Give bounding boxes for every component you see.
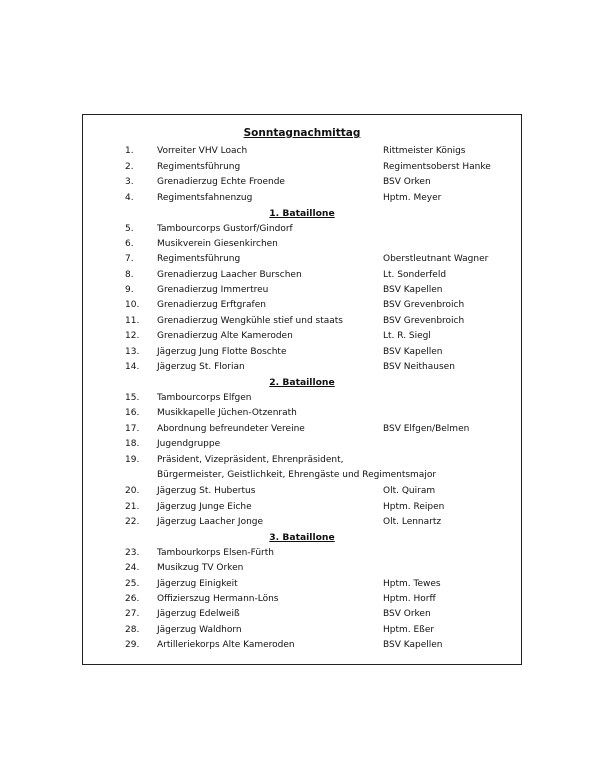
- list-item: [83, 594, 521, 608]
- list-item: [83, 455, 521, 469]
- item-number: 15.: [125, 393, 140, 403]
- item-number: 8.: [125, 270, 134, 280]
- item-leader: Oberstleutnant Wagner: [383, 254, 489, 264]
- item-leader: BSV Kapellen: [383, 640, 443, 650]
- item-number: 11.: [125, 316, 140, 326]
- list-item: [83, 548, 521, 562]
- item-number: 16.: [125, 408, 140, 418]
- item-number: 19.: [125, 455, 140, 465]
- list-item: [83, 502, 521, 516]
- item-leader: BSV Neithausen: [383, 362, 455, 372]
- list-item: [83, 316, 521, 330]
- list-item: [83, 300, 521, 314]
- item-leader: Olt. Lennartz: [383, 517, 442, 527]
- item-number: 9.: [125, 285, 134, 295]
- item-name: Grenadierzug Echte Froende: [157, 177, 285, 187]
- item-number: 1.: [125, 146, 134, 156]
- item-name: Regimentsfahnenzug: [157, 193, 253, 203]
- item-leader: BSV Orken: [383, 609, 431, 619]
- item-leader: Hptm. Reipen: [383, 502, 445, 512]
- item-name: Grenadierzug Laacher Burschen: [157, 270, 302, 280]
- list-item: [83, 331, 521, 345]
- item-leader: Hptm. Eßer: [383, 625, 435, 635]
- item-name: Jägerzug Waldhorn: [157, 625, 242, 635]
- item-number: 25.: [125, 579, 140, 589]
- item-number: 27.: [125, 609, 140, 619]
- item-number: 29.: [125, 640, 140, 650]
- list-item: [83, 347, 521, 361]
- item-number: 5.: [125, 224, 134, 234]
- item-leader: Olt. Quiram: [383, 486, 436, 496]
- list-item: [83, 408, 521, 422]
- item-leader: Lt. R. Siegl: [383, 331, 431, 341]
- item-continuation: Bürgermeister, Geistlichkeit, Ehrengäste und Regimentsmajor: [157, 470, 437, 480]
- list-item: [83, 563, 521, 577]
- item-name: Jugendgruppe: [157, 439, 221, 449]
- item-name: Grenadierzug Immertreu: [157, 285, 269, 295]
- item-leader: BSV Kapellen: [383, 285, 443, 295]
- list-item: [83, 239, 521, 253]
- item-number: 3.: [125, 177, 134, 187]
- item-leader: Hptm. Horff: [383, 594, 436, 604]
- item-name: Regimentsführung: [157, 254, 241, 264]
- list-item: [83, 362, 521, 376]
- item-number: 14.: [125, 362, 140, 372]
- item-number: 23.: [125, 548, 140, 558]
- list-item: [83, 393, 521, 407]
- item-name: Tambourcorps Gustorf/Gindorf: [157, 224, 293, 234]
- list-item: [83, 625, 521, 639]
- item-leader: Lt. Sonderfeld: [383, 270, 447, 280]
- list-item: [83, 640, 521, 654]
- item-name: Grenadierzug Wengkühle stief und staats: [157, 316, 343, 326]
- item-name: Offizierszug Hermann-Löns: [157, 594, 279, 604]
- item-number: 22.: [125, 517, 140, 527]
- list-item: [83, 486, 521, 500]
- item-leader: Hptm. Tewes: [383, 579, 441, 589]
- item-name: Musikzug TV Orken: [157, 563, 244, 573]
- item-name: Jägerzug Jung Flotte Boschte: [157, 347, 287, 357]
- list-item: [83, 224, 521, 238]
- item-name: Jägerzug Junge Eiche: [157, 502, 252, 512]
- list-item: [83, 162, 521, 176]
- list-item: [83, 146, 521, 160]
- item-name: Jägerzug St. Hubertus: [157, 486, 256, 496]
- item-number: 13.: [125, 347, 140, 357]
- list-item: [83, 177, 521, 191]
- item-number: 17.: [125, 424, 140, 434]
- item-number: 18.: [125, 439, 140, 449]
- list-item: [83, 193, 521, 207]
- list-item: [83, 439, 521, 453]
- item-name: Artilleriekorps Alte Kameroden: [157, 640, 295, 650]
- item-number: 26.: [125, 594, 140, 604]
- list-item: [83, 270, 521, 284]
- list-item: [83, 579, 521, 593]
- list-item: [83, 254, 521, 268]
- item-name: Musikverein Giesenkirchen: [157, 239, 278, 249]
- item-number: 6.: [125, 239, 134, 249]
- item-name: Jägerzug St. Florian: [157, 362, 245, 372]
- item-number: 4.: [125, 193, 134, 203]
- item-name: Regimentsführung: [157, 162, 241, 172]
- list-item: [83, 285, 521, 299]
- item-number: 2.: [125, 162, 134, 172]
- item-name: Jägerzug Laacher Jonge: [157, 517, 264, 527]
- page-title: Sonntagnachmittag: [243, 127, 361, 139]
- item-name: Jägerzug Edelweiß: [157, 609, 240, 619]
- list-item: [83, 517, 521, 531]
- list-item: [83, 609, 521, 623]
- section-heading: 3. Bataillone: [269, 532, 335, 543]
- item-leader: Regimentsoberst Hanke: [383, 162, 491, 172]
- item-leader: BSV Kapellen: [383, 347, 443, 357]
- item-number: 21.: [125, 502, 140, 512]
- item-leader: Rittmeister Königs: [383, 146, 466, 156]
- item-name: Tambourcorps Elfgen: [157, 393, 252, 403]
- item-leader: BSV Orken: [383, 177, 431, 187]
- item-name: Präsident, Vizepräsident, Ehrenpräsident,: [157, 455, 344, 465]
- item-name: Grenadierzug Erftgrafen: [157, 300, 266, 310]
- item-number: 10.: [125, 300, 140, 310]
- item-name: Musikkapelle Jüchen-Otzenrath: [157, 408, 297, 418]
- item-leader: BSV Grevenbroich: [383, 316, 465, 326]
- item-leader: Hptm. Meyer: [383, 193, 442, 203]
- item-name: Tambourkorps Elsen-Fürth: [157, 548, 274, 558]
- section-heading: 1. Bataillone: [269, 208, 335, 219]
- item-leader: BSV Grevenbroich: [383, 300, 465, 310]
- item-name: Abordnung befreundeter Vereine: [157, 424, 305, 434]
- item-number: 7.: [125, 254, 134, 264]
- item-leader: BSV Elfgen/Belmen: [383, 424, 470, 434]
- document-frame: [82, 114, 522, 665]
- item-number: 24.: [125, 563, 140, 573]
- item-number: 28.: [125, 625, 140, 635]
- section-heading: 2. Bataillone: [269, 377, 335, 388]
- item-name: Jägerzug Einigkeit: [157, 579, 238, 589]
- item-name: Grenadierzug Alte Kameroden: [157, 331, 293, 341]
- item-number: 12.: [125, 331, 140, 341]
- item-number: 20.: [125, 486, 140, 496]
- list-item: [83, 424, 521, 438]
- item-name: Vorreiter VHV Loach: [157, 146, 248, 156]
